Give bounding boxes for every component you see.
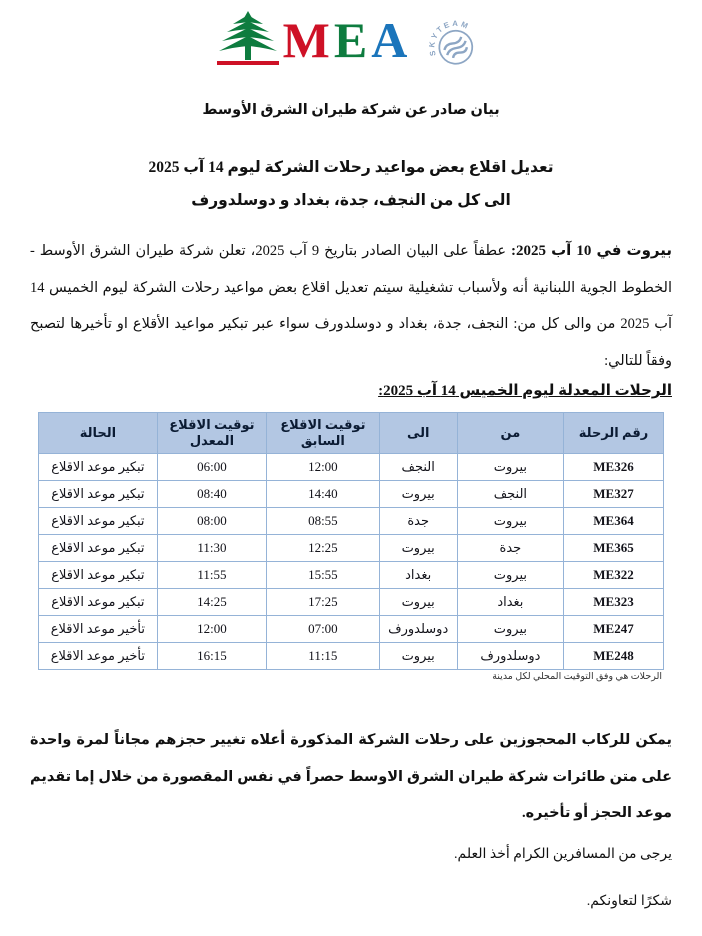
table-row [39,508,664,535]
from-city: النجف [457,481,563,508]
new-time: 12:00 [157,616,266,643]
col-header-flight: رقم الرحلة [564,413,664,454]
from-city: جدة [457,535,563,562]
previous-time: 17:25 [267,589,380,616]
status: تبكير موعد الاقلاع [39,562,158,589]
modified-flights-heading: الرحلات المعدلة ليوم الخميس 14 آب 2025: [378,383,672,399]
previous-time: 15:55 [267,562,380,589]
mea-letter-a: A [371,12,412,68]
rebooking-notice: يمكن للركاب المحجوزين على رحلات الشركة المذكورة أعلاه تغيير حجزهم مجاناً لمرة واحدة على متن طائرات شركة طيران الشرق الاوسط حصراً في نفس المقصورة من خلال إما تقديم موعد الحجز أو تأخيره. [30,732,672,821]
to-city: النجف [379,454,457,481]
new-time: 08:00 [157,508,266,535]
flight-number: ME364 [564,508,664,535]
dateline: بيروت في 10 آب 2025: [511,243,673,259]
table-row [39,562,664,589]
previous-time: 07:00 [267,616,380,643]
from-city: بيروت [457,562,563,589]
to-city: دوسلدورف [379,616,457,643]
status: تأخير موعد الاقلاع [39,643,158,670]
status: تبكير موعد الاقلاع [39,481,158,508]
table-row [39,454,664,481]
mea-letter-e: E [333,12,372,68]
from-city: دوسلدورف [457,643,563,670]
status: تبكير موعد الاقلاع [39,535,158,562]
flight-number: ME327 [564,481,664,508]
table-row [39,643,664,670]
flights-table [38,412,664,670]
table-header-row [39,413,664,454]
statement-title: بيان صادر عن شركة طيران الشرق الأوسط [202,102,500,118]
to-city: بيروت [379,643,457,670]
skyteam-logo-icon [423,12,485,79]
new-time: 11:30 [157,535,266,562]
flight-number: ME326 [564,454,664,481]
new-time: 06:00 [157,454,266,481]
status: تبكير موعد الاقلاع [39,508,158,535]
flight-number: ME248 [564,643,664,670]
subject-heading [0,151,702,217]
status: تبكير موعد الاقلاع [39,454,158,481]
to-city: بيروت [379,535,457,562]
new-time: 11:55 [157,562,266,589]
cedar-red-underline [217,61,279,65]
mea-logo [217,10,412,68]
flight-number: ME247 [564,616,664,643]
subject-line-1: تعديل اقلاع بعض مواعيد رحلات الشركة ليوم 14 آب 2025 [148,159,554,176]
col-header-from: من [457,413,563,454]
table-row [39,616,664,643]
previous-time: 14:40 [267,481,380,508]
flight-number: ME322 [564,562,664,589]
new-time: 16:15 [157,643,266,670]
to-city: بغداد [379,562,457,589]
cedar-tree-icon [217,10,279,68]
previous-time: 12:25 [267,535,380,562]
new-time: 14:25 [157,589,266,616]
from-city: بيروت [457,616,563,643]
from-city: بيروت [457,454,563,481]
status: تأخير موعد الاقلاع [39,616,158,643]
col-header-status: الحالة [39,413,158,454]
intro-body: عطفاً على البيان الصادر بتاريخ 9 آب 2025، تعلن شركة طيران الشرق الأوسط - الخطوط الجوية اللبنانية أنه ولأسباب تشغيلية سيتم تعديل اقلاع بعض مواعيد رحلات الشركة ليوم الخميس 14 آب 2025 من والى كل من: النجف، جدة، بغداد و دوسلدورف سواء عبر تبكير مواعيد الأقلاع او تأخيرها لتصبح وفقاً للتالي: [30,243,672,369]
table-row [39,535,664,562]
table-row [39,589,664,616]
col-header-to: الى [379,413,457,454]
flight-number: ME365 [564,535,664,562]
previous-time: 12:00 [267,454,380,481]
to-city: جدة [379,508,457,535]
from-city: بيروت [457,508,563,535]
col-header-new-time: توقيت الاقلاع المعدل [157,413,266,454]
intro-paragraph [30,233,672,379]
new-time: 08:40 [157,481,266,508]
to-city: بيروت [379,481,457,508]
subject-line-2: الى كل من النجف، جدة، بغداد و دوسلدورف [191,192,511,209]
thanks-line: شكرًا لتعاونكم. [586,893,672,909]
col-header-prev-time: توقيت الاقلاع السابق [267,413,380,454]
from-city: بغداد [457,589,563,616]
previous-time: 11:15 [267,643,380,670]
flight-number: ME323 [564,589,664,616]
local-time-footnote: الرحلات هي وفق التوقيت المحلي لكل مدينة [492,672,662,682]
mea-letter-m: M [282,12,334,68]
mea-wordmark [283,12,412,68]
skyteam-label: SKYTEAM [427,18,472,57]
take-note-line: يرجى من المسافرين الكرام أخذ العلم. [454,846,672,862]
table-row [39,481,664,508]
previous-time: 08:55 [267,508,380,535]
logo-row [0,0,702,80]
status: تبكير موعد الاقلاع [39,589,158,616]
to-city: بيروت [379,589,457,616]
